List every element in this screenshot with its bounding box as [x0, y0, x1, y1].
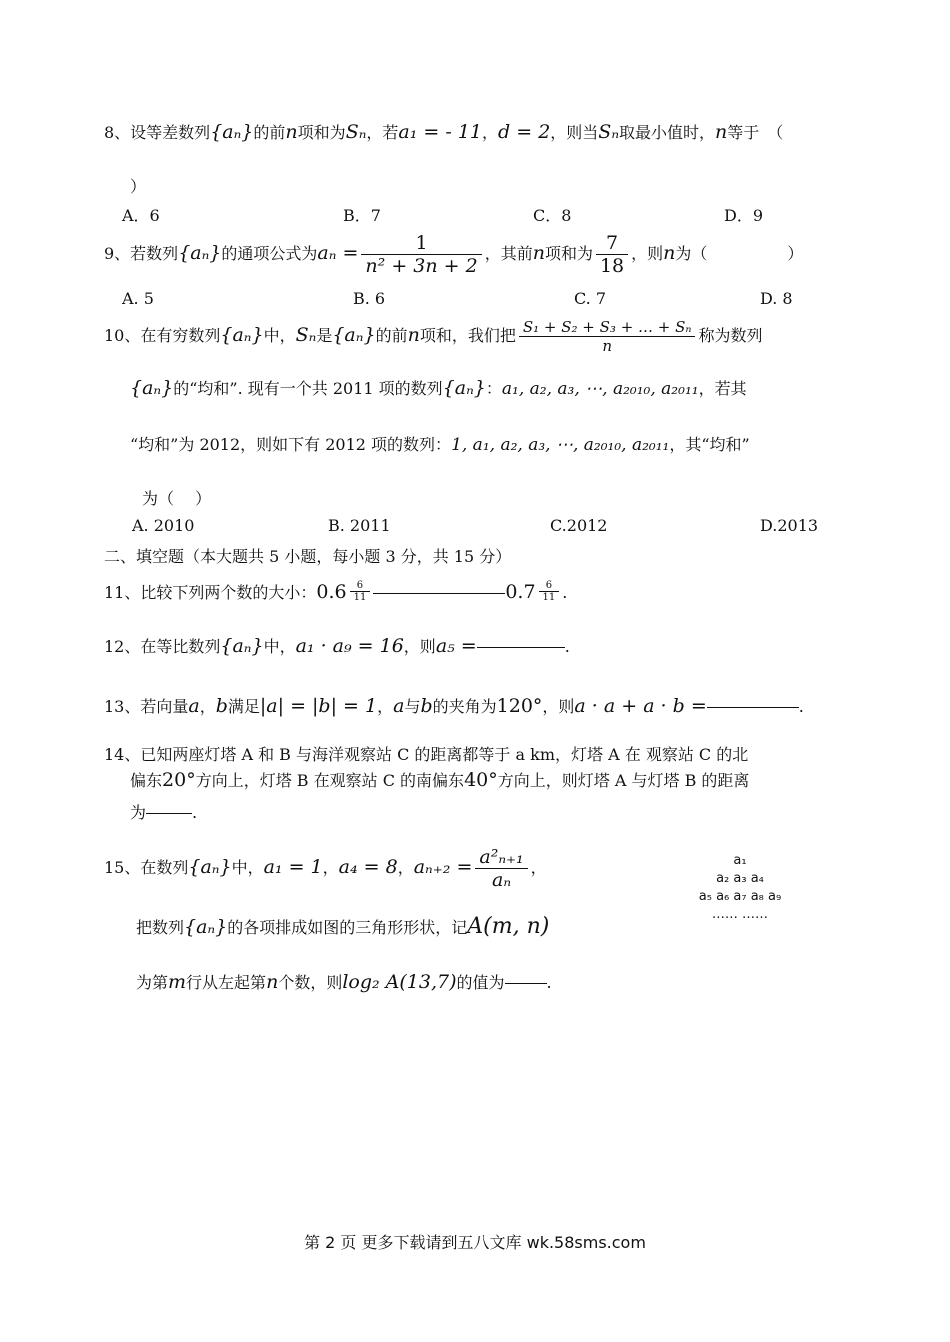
- q9-seq: {aₙ}: [178, 242, 222, 264]
- q10-l2-colon: ：: [485, 379, 502, 398]
- question-10-line1: [104, 318, 763, 355]
- q12-a5: a₅ =: [435, 635, 477, 657]
- q8-option-a: A．6: [122, 206, 160, 225]
- triangle-row-2: a₂ a₃ a₄: [716, 871, 764, 886]
- q14-angle1: 20°: [162, 769, 196, 791]
- q9-mid1: 的通项公式为: [221, 244, 318, 263]
- question-10-line2: [130, 376, 747, 399]
- q10-mid4: 项和，我们把: [419, 326, 516, 345]
- triangle-row-1: a₁: [733, 853, 747, 868]
- q10-mid1: 中，: [263, 326, 296, 345]
- q9-den: n² + 3n + 2: [365, 255, 478, 277]
- q8-sn2: Sₙ: [598, 121, 620, 143]
- q9-an: aₙ =: [317, 242, 359, 264]
- q9-option-d: D. 8: [760, 289, 793, 308]
- q13-answer-blank[interactable]: [707, 707, 799, 708]
- q8-lead: 8、设等差数列: [104, 123, 211, 142]
- q11-lead: 11、比较下列两个数的大小：: [104, 583, 317, 602]
- triangle-figure: [680, 852, 800, 924]
- q9-fden: 18: [599, 255, 625, 277]
- q11-exponent1: $\frac{6}{11}$: [350, 580, 371, 603]
- q10-l3-tail: ，其“均和”: [669, 435, 750, 454]
- q10-option-d: D.2013: [760, 516, 819, 535]
- q8-cond1: a₁ = - 11: [398, 121, 483, 143]
- q8-sn: Sₙ: [345, 121, 367, 143]
- q8-n2: n: [715, 121, 728, 143]
- q10-l2-text: 的“均和”. 现有一个共 2011 项的数列: [173, 379, 443, 398]
- q10-l2-seq2: {aₙ}: [442, 377, 486, 399]
- q8-mid3: ，若: [366, 123, 399, 142]
- q9-mid4: ，则: [631, 244, 664, 263]
- q15-log: log₂ A(13,7): [342, 971, 457, 993]
- q8-mid2: 项和为: [297, 123, 346, 142]
- q12-seq: {aₙ}: [220, 635, 264, 657]
- q10-sn: Sₙ: [295, 324, 317, 346]
- q15-c1: a₁ = 1: [263, 856, 323, 878]
- q9-mid2: ，其前: [484, 244, 533, 263]
- q12-mid2: ，则: [403, 637, 436, 656]
- q10-l3-list: 1, a₁, a₂, a₃, ⋯, a₂₀₁₀, a₂₀₁₁: [451, 435, 670, 455]
- q8-option-c: C．8: [533, 206, 572, 225]
- q10-n: n: [407, 324, 420, 346]
- q13-lead: 13、若向量: [104, 697, 189, 716]
- question-9-line1: [104, 232, 803, 277]
- q10-seq: {aₙ}: [220, 324, 264, 346]
- q13-angle: 120°: [496, 695, 543, 717]
- question-11: [104, 580, 567, 603]
- q14-answer-blank[interactable]: [146, 813, 192, 814]
- question-14-line2: 偏东20°方向上，灯塔 B 在观察站 C 的南偏东40°方向上，则灯塔 A 与灯塔 B 的距离: [130, 769, 750, 791]
- q8-tail: 等于 （: [727, 123, 784, 142]
- q9-formula-fraction: [361, 232, 481, 277]
- q11-answer-blank[interactable]: [373, 593, 505, 594]
- q10-mid3: 的前: [375, 326, 408, 345]
- q9-option-b: B. 6: [353, 289, 386, 308]
- q8-mid5: 取最小值时，: [619, 123, 716, 142]
- q9-lead: 9、若数列: [104, 244, 179, 263]
- q10-mean-fraction: [519, 318, 696, 355]
- q11-tail: .: [562, 583, 568, 602]
- triangle-row-3: a₅ a₆ a₇ a₈ a₉: [698, 889, 782, 904]
- q10-l2-tail: ，若其: [698, 379, 747, 398]
- q10-option-c: C.2012: [550, 516, 608, 535]
- question-12: [104, 634, 570, 657]
- q10-lead: 10、在有穷数列: [104, 326, 221, 345]
- q9-sum-fraction: [596, 232, 628, 277]
- q9-tail: 为（ ）: [675, 244, 804, 263]
- q15-amn: A(m, n): [467, 914, 550, 939]
- q13-b: b: [215, 695, 228, 717]
- q10-mid2: 是: [316, 326, 333, 345]
- q11-base2: 0.7: [505, 581, 536, 603]
- q8-option-b: B．7: [343, 206, 381, 225]
- q9-mid3: 项和为: [544, 244, 593, 263]
- q8-cond2: d = 2: [498, 121, 551, 143]
- q14-angle2: 40°: [464, 769, 498, 791]
- q10-option-a: A. 2010: [132, 516, 195, 535]
- q12-cond: a₁ · a₉ = 16: [295, 635, 404, 657]
- q8-mid4: ，则当: [550, 123, 599, 142]
- q13-mid1: 满足: [227, 697, 260, 716]
- q13-cond: |a| = |b| = 1: [259, 695, 378, 717]
- q13-mid4: 的夹角为: [432, 697, 497, 716]
- q13-a: a: [188, 695, 200, 717]
- q9-num: 1: [361, 232, 481, 255]
- q8-close: ）: [130, 177, 147, 196]
- q10-seq2: {aₙ}: [332, 324, 376, 346]
- q10-l4: 为（ ）: [142, 489, 212, 508]
- q15-c3: aₙ₊₂ =: [413, 856, 473, 878]
- q9-fnum: 7: [596, 232, 628, 255]
- q15-answer-blank[interactable]: [505, 983, 547, 984]
- q11-base1: 0.6: [316, 581, 347, 603]
- q9-n: n: [532, 242, 545, 264]
- q13-expr: a · a + a · b =: [574, 695, 707, 717]
- q12-lead: 12、在等比数列: [104, 637, 221, 656]
- q12-answer-blank[interactable]: [477, 647, 565, 648]
- q9-n2: n: [663, 242, 676, 264]
- q12-tail: .: [564, 637, 570, 656]
- question-13: 13、若向量a，b满足|a| = |b| = 1，a与b的夹角为120°，则a · a + a · b = .: [104, 695, 804, 717]
- page-footer: 第 2 页 更多下载请到五八文库 wk.58sms.com: [304, 1233, 646, 1252]
- question-8-line1: 8、设等差数列{aₙ}的前n项和为Sₙ，若a₁ = - 11，d = 2，则当Sₙ取最小值时，n等于 （: [104, 121, 784, 143]
- q10-l3-text: “均和”为 2012，则如下有 2012 项的数列：: [130, 435, 452, 454]
- q12-mid1: 中，: [263, 637, 296, 656]
- question-15-line1: 15、在数列{aₙ}中，a₁ = 1，a₄ = 8，aₙ₊₂ = $\frac{\text{a²ₙ₊₁}}{\text{aₙ}}$ ，: [104, 846, 547, 891]
- q15-c2: a₄ = 8: [338, 856, 398, 878]
- question-14-line3: 为 .: [130, 803, 198, 822]
- q10-mid5: 称为数列: [698, 326, 763, 345]
- q8-n: n: [285, 121, 298, 143]
- q11-exponent2: $\frac{6}{11}$: [539, 580, 560, 603]
- q8-seq: {aₙ}: [210, 121, 254, 143]
- question-15-line3: 为第m行从左起第n个数，则log₂ A(13,7)的值为 .: [136, 971, 552, 993]
- question-15-line2: 把数列{aₙ}的各项排成如图的三角形形状，记A(m, n): [136, 914, 550, 939]
- q10-fnum: S₁ + S₂ + S₃ + … + Sₙ: [519, 318, 696, 337]
- q10-fden: n: [602, 337, 612, 355]
- q9-option-a: A. 5: [122, 289, 154, 308]
- q9-option-c: C. 7: [574, 289, 607, 308]
- question-10-line3: [130, 432, 750, 455]
- q15-lead: 15、在数列: [104, 858, 189, 877]
- q10-l2-seq: {aₙ}: [130, 377, 174, 399]
- q14-line1: 14、已知两座灯塔 A 和 B 与海洋观察站 C 的距离都等于 a km，灯塔 A 在 观察站 C 的北: [104, 745, 749, 764]
- q10-l2-list: a₁, a₂, a₃, ⋯, a₂₀₁₀, a₂₀₁₁: [501, 379, 699, 399]
- triangle-row-4: …… ……: [711, 907, 769, 922]
- q10-option-b: B. 2011: [328, 516, 391, 535]
- q15-recurrence-fraction: $\frac{\text{a²ₙ₊₁}}{\text{aₙ}}$: [475, 846, 527, 891]
- q8-option-d: D．9: [724, 206, 764, 225]
- q8-mid1: 的前: [253, 123, 286, 142]
- section-2-heading: 二、填空题（本大题共 5 小题，每小题 3 分，共 15 分）: [104, 547, 512, 566]
